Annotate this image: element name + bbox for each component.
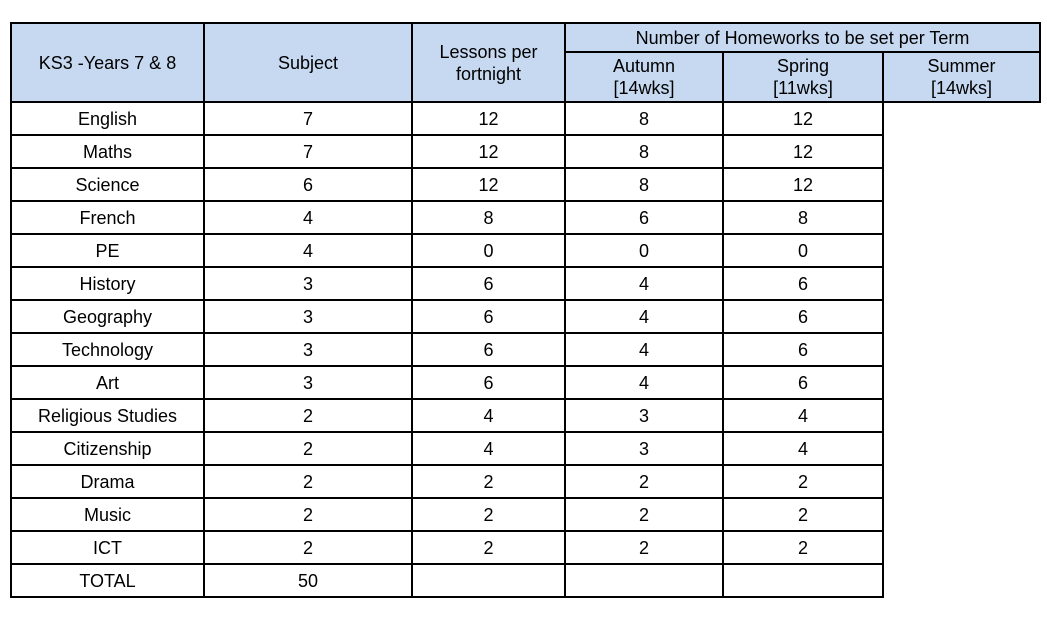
summer-homework-cell (723, 564, 883, 597)
spring-homework-cell: 2 (565, 465, 723, 498)
spring-homework-cell: 4 (565, 366, 723, 399)
subject-cell: French (11, 201, 204, 234)
lessons-header-line-1: Lessons per (439, 41, 538, 62)
lessons-cell: 3 (204, 300, 412, 333)
summer-homework-cell: 8 (723, 201, 883, 234)
autumn-homework-cell: 2 (412, 465, 565, 498)
table-row (11, 333, 1040, 366)
summer-homework-cell: 12 (723, 135, 883, 168)
lessons-cell: 2 (204, 531, 412, 564)
summer-homework-cell: 12 (723, 168, 883, 201)
lessons-cell: 7 (204, 135, 412, 168)
spring-homework-cell: 4 (565, 300, 723, 333)
homework-table-frame (10, 22, 1041, 598)
subject-cell: Citizenship (11, 432, 204, 465)
subject-cell: Art (11, 366, 204, 399)
autumn-homework-cell: 8 (412, 201, 565, 234)
table-header (11, 23, 1040, 102)
spring-homework-cell: 8 (565, 135, 723, 168)
lessons-cell: 2 (204, 399, 412, 432)
lessons-cell: 3 (204, 333, 412, 366)
term-header-summer (883, 52, 1040, 102)
table-row (11, 531, 1040, 564)
lessons-cell: 4 (204, 234, 412, 267)
summer-homework-cell: 12 (723, 102, 883, 135)
autumn-homework-cell (412, 564, 565, 597)
subject-cell: Technology (11, 333, 204, 366)
header-row-top (11, 23, 1040, 52)
term-weeks: [14wks] (930, 78, 993, 98)
lessons-cell: 2 (204, 498, 412, 531)
autumn-homework-cell: 6 (412, 267, 565, 300)
spring-homework-cell: 8 (565, 102, 723, 135)
autumn-homework-cell: 6 (412, 300, 565, 333)
subject-column-header: Subject (204, 23, 412, 102)
spring-homework-cell: 2 (565, 531, 723, 564)
autumn-homework-cell: 12 (412, 102, 565, 135)
summer-homework-cell: 6 (723, 333, 883, 366)
lessons-cell: 2 (204, 432, 412, 465)
table-row (11, 366, 1040, 399)
spring-homework-cell: 4 (565, 333, 723, 366)
lessons-cell: 7 (204, 102, 412, 135)
subject-cell: ICT (11, 531, 204, 564)
spring-homework-cell: 4 (565, 267, 723, 300)
homeworks-span-header: Number of Homeworks to be set per Term (565, 23, 1040, 52)
spring-homework-cell: 8 (565, 168, 723, 201)
term-name: Spring (776, 56, 830, 76)
subject-cell: Drama (11, 465, 204, 498)
summer-homework-cell: 6 (723, 300, 883, 333)
lessons-cell: 2 (204, 465, 412, 498)
table-row (11, 300, 1040, 333)
autumn-homework-cell: 6 (412, 366, 565, 399)
summer-homework-cell: 2 (723, 465, 883, 498)
summer-homework-cell: 4 (723, 399, 883, 432)
term-weeks: [14wks] (613, 78, 675, 98)
summer-homework-cell: 4 (723, 432, 883, 465)
autumn-homework-cell: 12 (412, 135, 565, 168)
term-name: Autumn (612, 56, 676, 76)
table-row (11, 234, 1040, 267)
summer-homework-cell: 6 (723, 366, 883, 399)
table-row (11, 168, 1040, 201)
lessons-header-line-2: fortnight (455, 63, 522, 84)
subject-cell: Science (11, 168, 204, 201)
table-row (11, 498, 1040, 531)
subject-cell: English (11, 102, 204, 135)
table-row (11, 267, 1040, 300)
summer-homework-cell: 0 (723, 234, 883, 267)
autumn-homework-cell: 12 (412, 168, 565, 201)
lessons-cell: 3 (204, 366, 412, 399)
table-row (11, 399, 1040, 432)
term-name: Summer (927, 56, 996, 76)
spring-homework-cell: 0 (565, 234, 723, 267)
summer-homework-cell: 2 (723, 498, 883, 531)
homework-table (10, 22, 1041, 598)
autumn-homework-cell: 4 (412, 432, 565, 465)
lessons-column-header (412, 23, 565, 102)
subject-cell: Music (11, 498, 204, 531)
lessons-cell: 3 (204, 267, 412, 300)
autumn-homework-cell: 6 (412, 333, 565, 366)
spring-homework-cell: 3 (565, 399, 723, 432)
subject-cell: PE (11, 234, 204, 267)
lessons-cell: 50 (204, 564, 412, 597)
table-row (11, 465, 1040, 498)
table-row (11, 201, 1040, 234)
term-weeks: [11wks] (773, 78, 833, 98)
summer-homework-cell: 2 (723, 531, 883, 564)
subject-cell: Geography (11, 300, 204, 333)
autumn-homework-cell: 0 (412, 234, 565, 267)
total-row (11, 564, 1040, 597)
subject-cell: History (11, 267, 204, 300)
subject-cell: TOTAL (11, 564, 204, 597)
autumn-homework-cell: 2 (412, 498, 565, 531)
spring-homework-cell (565, 564, 723, 597)
term-header-autumn (565, 52, 723, 102)
subject-cell: Maths (11, 135, 204, 168)
autumn-homework-cell: 4 (412, 399, 565, 432)
spring-homework-cell: 3 (565, 432, 723, 465)
lessons-cell: 6 (204, 168, 412, 201)
key-stage-label: KS3 -Years 7 & 8 (11, 23, 204, 102)
table-row (11, 102, 1040, 135)
subject-cell: Religious Studies (11, 399, 204, 432)
table-row (11, 135, 1040, 168)
table-body (11, 102, 1040, 597)
spring-homework-cell: 6 (565, 201, 723, 234)
autumn-homework-cell: 2 (412, 531, 565, 564)
lessons-cell: 4 (204, 201, 412, 234)
spring-homework-cell: 2 (565, 498, 723, 531)
term-header-spring (723, 52, 883, 102)
table-row (11, 432, 1040, 465)
summer-homework-cell: 6 (723, 267, 883, 300)
